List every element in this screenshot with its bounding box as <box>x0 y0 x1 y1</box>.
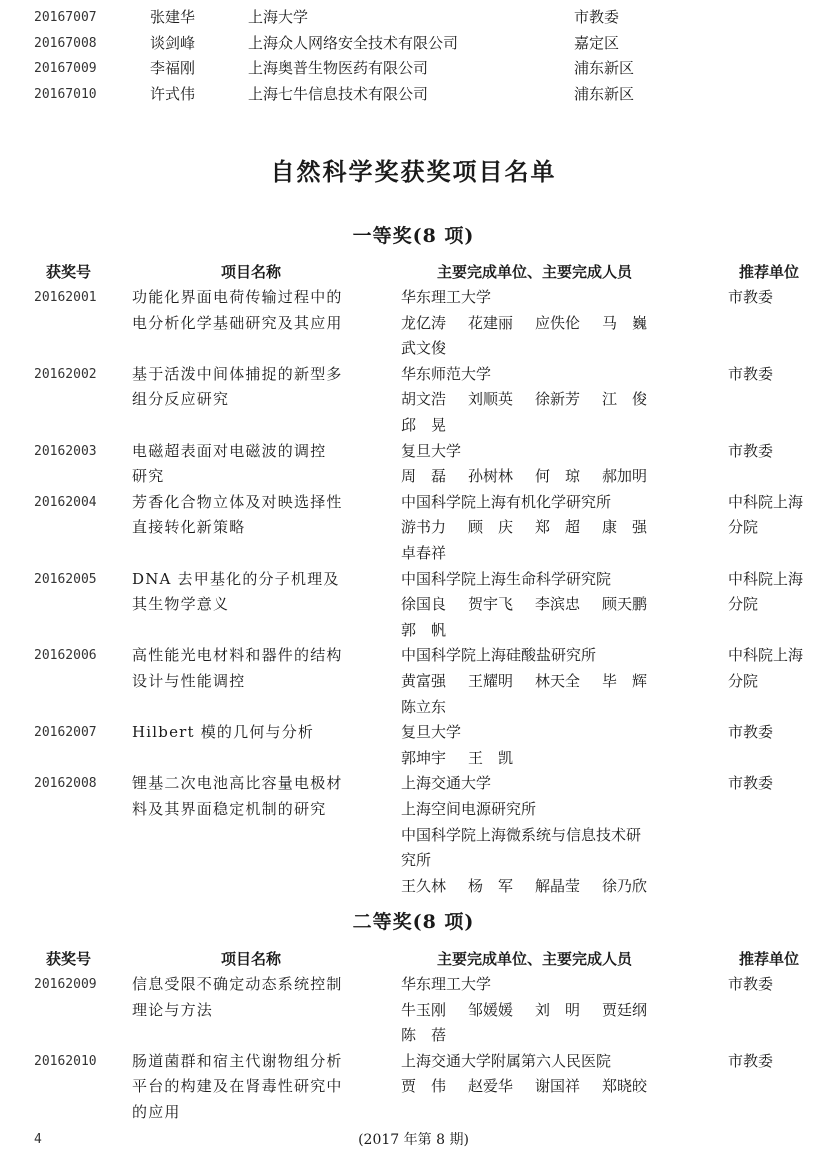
page-footer <box>0 1128 827 1152</box>
completion-unit: 华东师范大学 <box>401 364 492 383</box>
table-row <box>0 972 827 1049</box>
section-heading-second-prize: 二等奖(8 项) <box>352 911 475 933</box>
project-title-line: 锂基二次电池高比容量电极材 <box>132 774 343 793</box>
person-name: 康 强 <box>602 518 648 537</box>
award-id: 20167008 <box>34 35 97 51</box>
team-cell <box>401 720 716 771</box>
top-list-row <box>0 82 827 108</box>
team-cell <box>401 643 716 720</box>
person-name: 毕 辉 <box>602 671 648 690</box>
recommender-line: 中科院上海 <box>728 492 804 511</box>
recommender-line: 市教委 <box>728 364 774 383</box>
table-row <box>0 439 827 490</box>
people-line <box>401 336 716 362</box>
person-name: 李滨忠 <box>535 595 581 614</box>
project-title-line: 肠道菌群和宿主代谢物组分析 <box>132 1051 343 1070</box>
completion-unit: 复旦大学 <box>401 441 462 460</box>
people-line <box>401 998 716 1024</box>
person-name: 刘顺英 <box>468 390 514 409</box>
completion-unit: 上海空间电源研究所 <box>401 799 537 818</box>
award-id: 20162008 <box>34 776 97 792</box>
project-title-line: 基于活泼中间体捕捉的新型多 <box>132 364 343 383</box>
recommender: 嘉定区 <box>574 33 620 52</box>
table-row <box>0 490 827 567</box>
recommender <box>728 643 826 694</box>
person-name: 武文俊 <box>401 339 447 358</box>
people-line <box>401 746 716 772</box>
project-title <box>132 285 384 336</box>
team-cell <box>401 567 716 644</box>
people-line <box>401 695 716 721</box>
person-name: 胡文浩 <box>401 390 447 409</box>
person-name: 邹媛媛 <box>468 1000 514 1019</box>
recommender-line: 中科院上海 <box>728 569 804 588</box>
recommender <box>728 771 826 797</box>
recommender-line: 市教委 <box>728 723 774 742</box>
person-name: 马 巍 <box>602 313 648 332</box>
completion-unit: 上海交通大学附属第六人民医院 <box>401 1051 612 1070</box>
winner-unit: 上海大学 <box>248 8 309 26</box>
recommender-line: 中科院上海 <box>728 646 804 665</box>
project-title <box>132 362 384 413</box>
header-recommender: 推荐单位 <box>739 263 800 281</box>
person-name: 贾 伟 <box>401 1077 447 1096</box>
second-prize-table <box>0 946 827 1126</box>
recommender <box>728 1049 826 1075</box>
table-body <box>0 285 827 899</box>
completion-unit: 究所 <box>401 851 432 870</box>
winner-unit: 上海众人网络安全技术有限公司 <box>248 33 459 52</box>
recommender <box>728 439 826 465</box>
team-cell <box>401 285 716 362</box>
header-award-id: 获奖号 <box>46 950 92 968</box>
project-title-line: 电磁超表面对电磁波的调控 <box>132 441 327 460</box>
recommender-line: 市教委 <box>728 774 774 793</box>
people-line <box>401 515 716 541</box>
main-title: 自然科学奖获奖项目名单 <box>270 157 557 186</box>
people-line <box>401 874 716 900</box>
person-name: 林天全 <box>535 671 581 690</box>
project-title-line: 平台的构建及在肾毒性研究中 <box>132 1077 343 1096</box>
people-line <box>401 413 716 439</box>
recommender <box>728 720 826 746</box>
winner-unit: 上海七牛信息技术有限公司 <box>248 84 429 103</box>
award-id: 20162002 <box>34 366 97 382</box>
project-title <box>132 439 384 490</box>
people-line <box>401 464 716 490</box>
award-id: 20162004 <box>34 494 97 510</box>
person-name: 杨 军 <box>468 876 514 895</box>
person-name: 刘 明 <box>535 1000 581 1019</box>
recommender <box>728 567 826 618</box>
project-title-line: 功能化界面电荷传输过程中的 <box>132 288 343 306</box>
winner-name: 李福刚 <box>150 59 196 77</box>
people-line <box>401 592 716 618</box>
project-title <box>132 972 384 1023</box>
person-name: 孙树林 <box>468 467 514 486</box>
award-id: 20162007 <box>34 725 97 741</box>
award-id: 20162006 <box>34 648 97 664</box>
project-title-line: 研究 <box>132 467 165 486</box>
people-line <box>401 1023 716 1049</box>
project-title <box>132 567 384 618</box>
person-name: 郑晓皎 <box>602 1077 648 1096</box>
award-id: 20162010 <box>34 1053 97 1069</box>
table-row <box>0 643 827 720</box>
recommender <box>728 285 826 311</box>
completion-unit: 华东理工大学 <box>401 975 492 993</box>
header-award-id: 获奖号 <box>46 263 92 281</box>
person-name: 贾廷纲 <box>602 1000 648 1019</box>
person-name: 应佚伦 <box>535 313 581 332</box>
header-recommender: 推荐单位 <box>739 950 800 968</box>
team-cell <box>401 362 716 439</box>
person-name: 顾天鹏 <box>602 595 648 614</box>
recommender-line: 分院 <box>728 671 759 690</box>
table-row <box>0 362 827 439</box>
header-project-title: 项目名称 <box>221 263 282 281</box>
top-list-row <box>0 56 827 82</box>
award-id: 20162001 <box>34 290 97 305</box>
table-row <box>0 567 827 644</box>
completion-unit: 中国科学院上海有机化学研究所 <box>401 492 612 511</box>
person-name: 陈立东 <box>401 697 447 716</box>
project-title <box>132 720 384 746</box>
first-prize-table <box>0 259 827 899</box>
people-line <box>401 311 716 337</box>
header-project-title: 项目名称 <box>221 950 282 968</box>
person-name: 龙亿涛 <box>401 313 447 332</box>
project-title-line: 料及其界面稳定机制的研究 <box>132 799 327 818</box>
project-title-line: 理论与方法 <box>132 1000 214 1019</box>
project-title-line: 其生物学意义 <box>132 595 230 614</box>
header-team: 主要完成单位、主要完成人员 <box>437 263 633 281</box>
project-title-line: 的应用 <box>132 1102 181 1121</box>
award-id: 20162005 <box>34 571 97 587</box>
project-title <box>132 490 384 541</box>
completion-unit: 复旦大学 <box>401 723 462 742</box>
person-name: 徐乃欣 <box>602 876 648 895</box>
recommender <box>728 972 826 998</box>
person-name: 郝加明 <box>602 467 648 486</box>
person-name: 徐新芳 <box>535 390 581 409</box>
recommender-line: 市教委 <box>728 441 774 460</box>
recommender-line: 市教委 <box>728 975 774 993</box>
person-name: 顾 庆 <box>468 518 514 537</box>
people-line <box>401 541 716 567</box>
award-id: 20162003 <box>34 443 97 459</box>
team-cell <box>401 439 716 490</box>
people-line <box>401 387 716 413</box>
person-name: 花建丽 <box>468 313 514 332</box>
recommender-line: 分院 <box>728 518 759 537</box>
page-number: 4 <box>34 1132 42 1147</box>
person-name: 郭 帆 <box>401 620 447 639</box>
person-name: 郑 超 <box>535 518 581 537</box>
table-header <box>0 259 827 285</box>
people-line <box>401 618 716 644</box>
person-name: 卓春祥 <box>401 543 447 562</box>
project-title <box>132 771 384 822</box>
project-title-line: 芳香化合物立体及对映选择性 <box>132 492 343 511</box>
person-name: 黄富强 <box>401 671 447 690</box>
top-list-row <box>0 5 827 31</box>
recommender <box>728 490 826 541</box>
project-title-line: DNA 去甲基化的分子机理及 <box>132 569 340 588</box>
person-name: 贺宇飞 <box>468 595 514 614</box>
winner-name: 张建华 <box>150 8 196 26</box>
person-name: 牛玉刚 <box>401 1000 447 1019</box>
top-award-list <box>0 5 827 107</box>
completion-unit: 华东理工大学 <box>401 288 492 306</box>
award-id: 20167010 <box>34 86 97 102</box>
person-name: 郭坤宇 <box>401 748 447 767</box>
person-name: 陈 蓓 <box>401 1026 447 1045</box>
section-heading-first-prize: 一等奖(8 项) <box>352 225 475 247</box>
header-team: 主要完成单位、主要完成人员 <box>437 950 633 968</box>
recommender-line: 市教委 <box>728 288 774 306</box>
recommender <box>728 362 826 388</box>
team-cell <box>401 490 716 567</box>
completion-unit: 中国科学院上海硅酸盐研究所 <box>401 646 597 665</box>
person-name: 赵爱华 <box>468 1077 514 1096</box>
winner-name: 谈剑峰 <box>150 33 196 52</box>
people-line <box>401 669 716 695</box>
top-list-row <box>0 31 827 57</box>
table-row <box>0 1049 827 1126</box>
project-title-line: 电分析化学基础研究及其应用 <box>132 313 343 332</box>
project-title-line: Hilbert 模的几何与分析 <box>132 723 315 742</box>
project-title-line: 直接转化新策略 <box>132 518 246 537</box>
person-name: 何 琼 <box>535 467 581 486</box>
team-cell <box>401 1049 716 1100</box>
project-title-line: 组分反应研究 <box>132 390 230 409</box>
team-cell <box>401 972 716 1049</box>
recommender-line: 分院 <box>728 595 759 614</box>
person-name: 王久林 <box>401 876 447 895</box>
person-name: 邱 晃 <box>401 415 447 434</box>
project-title-line: 高性能光电材料和器件的结构 <box>132 646 343 665</box>
completion-unit: 中国科学院上海微系统与信息技术研 <box>401 825 642 844</box>
person-name: 江 俊 <box>602 390 648 409</box>
team-cell <box>401 771 716 899</box>
completion-unit: 上海交通大学 <box>401 774 492 793</box>
person-name: 解晶莹 <box>535 876 581 895</box>
person-name: 周 磊 <box>401 467 447 486</box>
project-title <box>132 1049 384 1126</box>
person-name: 游书力 <box>401 518 447 537</box>
completion-unit: 中国科学院上海生命科学研究院 <box>401 569 612 588</box>
table-row <box>0 771 827 899</box>
award-id: 20167009 <box>34 61 97 76</box>
winner-unit: 上海奥普生物医药有限公司 <box>248 59 429 77</box>
person-name: 徐国良 <box>401 595 447 614</box>
table-row <box>0 720 827 771</box>
winner-name: 许式伟 <box>150 84 196 103</box>
project-title-line: 设计与性能调控 <box>132 671 246 690</box>
table-row <box>0 285 827 362</box>
award-id: 20162009 <box>34 977 97 992</box>
issue-label: (2017 年第 8 期) <box>358 1132 469 1148</box>
recommender: 浦东新区 <box>574 59 635 77</box>
person-name: 王耀明 <box>468 671 514 690</box>
recommender-line: 市教委 <box>728 1051 774 1070</box>
recommender: 市教委 <box>574 8 620 26</box>
person-name: 谢国祥 <box>535 1077 581 1096</box>
project-title <box>132 643 384 694</box>
table-body <box>0 972 827 1126</box>
table-header <box>0 946 827 972</box>
recommender: 浦东新区 <box>574 84 635 103</box>
award-id: 20167007 <box>34 10 97 25</box>
person-name: 王 凯 <box>468 748 514 767</box>
project-title-line: 信息受限不确定动态系统控制 <box>132 975 343 993</box>
people-line <box>401 1074 716 1100</box>
